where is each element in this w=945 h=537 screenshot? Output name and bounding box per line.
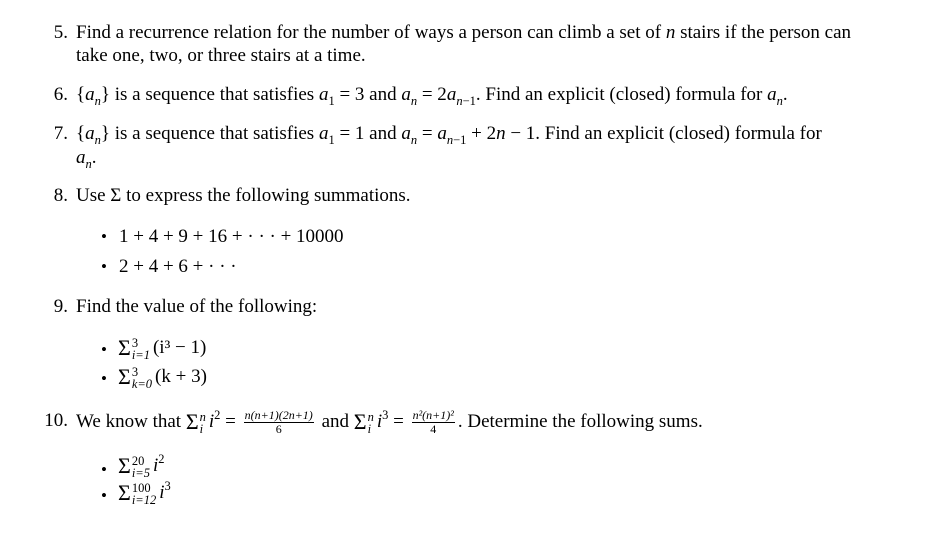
fraction-1: $\frac{n(n+1)(2n+1)}{6}$ <box>244 408 313 437</box>
problem-6-tail: . Find an explicit (closed) formula for <box>475 84 763 105</box>
sigma-icon: Σ <box>185 409 199 434</box>
problem-7-intro: is a sequence that satisfies <box>114 123 315 144</box>
problem-5-text-b: stairs if the person can <box>680 22 852 43</box>
problem-6-cond2: = 2 <box>421 84 447 105</box>
problem-number-5: 5. <box>53 22 68 43</box>
problem-10-intro: We know that <box>76 411 182 432</box>
problem-6-line: $\{a_n\}$ is a sequence that satisfies $a_1 = 3$ and $a_n = 2a_{n-1}$. Find an explicit (closed) formula for $a_n$. <box>76 84 788 108</box>
problem-8-text: Use Σ to express the following summations. <box>76 185 411 206</box>
problem-7-line2: $a_n$. <box>76 147 97 171</box>
bullet-icon: • <box>101 340 107 359</box>
problem-number-7: 7. <box>53 123 68 144</box>
bullet-icon: • <box>101 227 107 246</box>
bullet-icon: • <box>101 369 107 388</box>
problem-5-line1 <box>76 23 851 42</box>
problem-10-and: and <box>321 411 349 432</box>
problem-7-cond2: = <box>421 123 433 144</box>
seq-a-n: $\{a_n\}$ <box>76 84 110 108</box>
problem-number-8: 8. <box>53 185 68 206</box>
problem-10-item-1: Σ 20 i=5 $i^2$ <box>118 452 165 480</box>
var-n: n <box>665 22 676 43</box>
problem-7-plus: + 2 <box>471 123 497 144</box>
problem-6-intro: is a sequence that satisfies <box>114 84 315 105</box>
problem-number-10: 10. <box>44 410 68 431</box>
problem-10-tail: . Determine the following sums. <box>457 411 703 432</box>
sigma-icon: Σ <box>118 364 131 389</box>
problem-9-item-1: Σ 3 i=1 (i³ − 1) <box>118 335 207 362</box>
problem-8-item-1: 1 + 4 + 9 + 16 + · · · + 10000 <box>119 226 344 247</box>
problem-9-item-1-body: (i³ − 1) <box>152 337 207 358</box>
sigma-icon: Σ <box>353 409 367 434</box>
bullet-icon: • <box>101 460 107 479</box>
problem-7-minus: − 1. Find an explicit (closed) formula for <box>510 123 822 144</box>
problem-6-end: . <box>782 84 788 105</box>
fraction-2: $\frac{\text{n²(n+1)²}}{4}$ <box>412 408 454 437</box>
problem-number-9: 9. <box>53 296 68 317</box>
problem-number-6: 6. <box>53 84 68 105</box>
problem-9-item-2-body: (k + 3) <box>155 366 207 387</box>
problem-10-item-2: Σ 100 i=12 $i^3$ <box>118 479 171 507</box>
sigma-icon: Σ <box>118 453 131 478</box>
bullet-icon: • <box>101 486 107 505</box>
problem-9-item-2: Σ 3 k=0 (k + 3) <box>118 364 207 391</box>
problem-7-cond1: = 1 and <box>339 123 397 144</box>
problem-7-line1: $\{a_n\}$ is a sequence that satisfies $a_1 = 1$ and $a_n = a_{n-1} + 2n - 1$. Find an explicit (closed) formula for <box>76 123 822 147</box>
problem-6-cond1: = 3 and <box>339 84 397 105</box>
problem-9-text: Find the value of the following: <box>76 296 318 317</box>
sigma-icon: Σ <box>118 335 131 360</box>
sigma-icon: Σ <box>118 480 131 505</box>
problem-5-text-a: Find a recurrence relation for the number of ways a person can climb a set of <box>76 22 662 43</box>
problem-10-line: We know that Σ n i $i^2$ = $\frac{n(n+1)(2n+1)}{6}$ and Σ n i $i^3$ = $\frac{\text{n²(n+1)²}}{4}$ . Determine the following sums. <box>76 408 703 437</box>
problem-7-end: . <box>91 147 97 168</box>
problem-8-item-2: 2 + 4 + 6 + · · · <box>119 256 237 277</box>
bullet-icon: • <box>101 257 107 276</box>
problem-5-line2: take one, two, or three stairs at a time. <box>76 45 366 66</box>
